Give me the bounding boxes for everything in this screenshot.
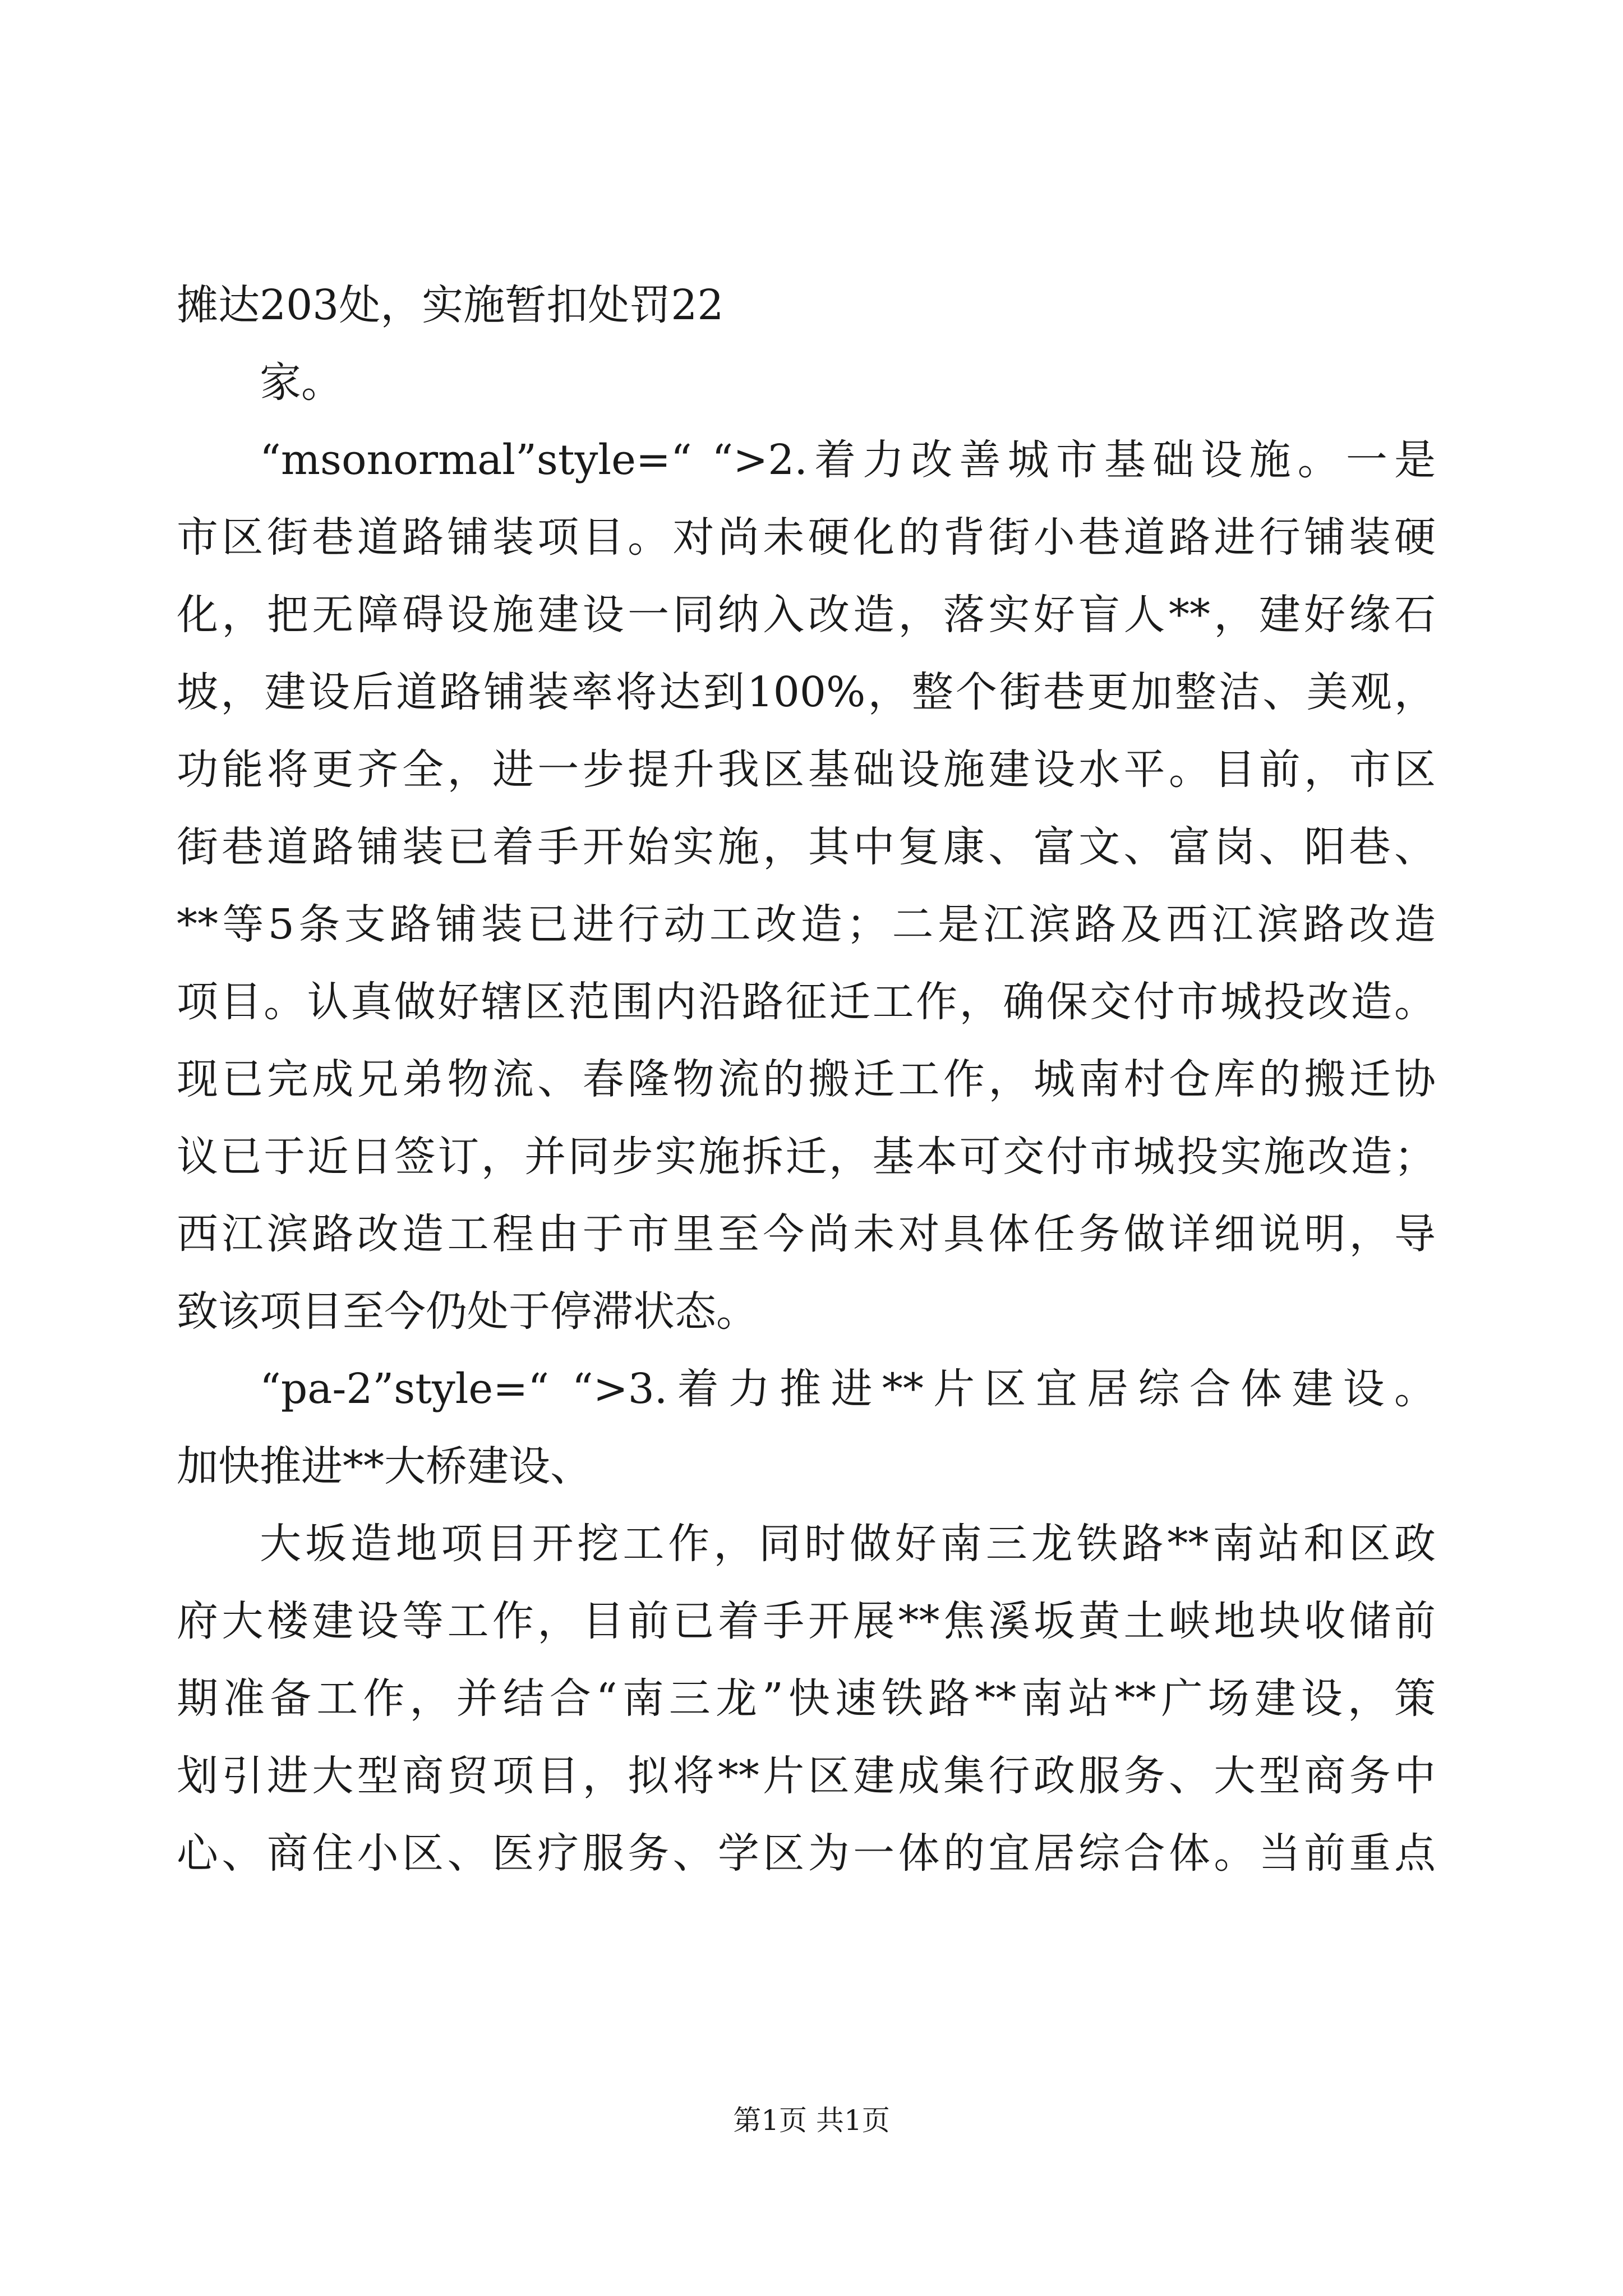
text-line-12: 议已于近日签订，并同步实施拆迁，基本可交付市城投实施改造； xyxy=(177,1133,1436,1181)
text-line-13: 西江滨路改造工程由于市里至今尚未对具体任务做详细说明，导 xyxy=(177,1210,1436,1258)
document-body xyxy=(177,266,1436,1892)
text-line-5: 化，把无障碍设施建设一同纳入改造，落实好盲人**，建好缘石 xyxy=(177,591,1436,639)
text-line-16: 加快推进**大桥建设、 xyxy=(177,1442,592,1490)
text-line-18: 府大楼建设等工作，目前已着手开展**焦溪坂黄土峡地块收储前 xyxy=(177,1597,1436,1645)
text-line-20: 划引进大型商贸项目，拟将**片区建成集行政服务、大型商务中 xyxy=(177,1752,1436,1800)
text-line-6: 坡，建设后道路铺装率将达到100%，整个街巷更加整洁、美观， xyxy=(177,668,1436,716)
text-line-19: 期准备工作，并结合“南三龙”快速铁路**南站**广场建设，策 xyxy=(177,1674,1436,1723)
text-line-8: 街巷道路铺装已着手开始实施，其中复康、富文、富岗、阳巷、 xyxy=(177,823,1436,871)
text-line-9: **等5条支路铺装已进行动工改造；二是江滨路及西江滨路改造 xyxy=(177,900,1436,949)
text-line-11: 现已完成兄弟物流、春隆物流的搬迁工作，城南村仓库的搬迁协 xyxy=(177,1055,1436,1103)
text-line-7: 功能将更齐全，进一步提升我区基础设施建设水平。目前，市区 xyxy=(177,746,1436,794)
text-line-14: 致该项目至今仍处于停滞状态。 xyxy=(177,1287,758,1336)
text-line-2: 家。 xyxy=(260,358,343,407)
text-line-4: 市区街巷道路铺装项目。对尚未硬化的背街小巷道路进行铺装硬 xyxy=(177,513,1436,562)
text-line-10: 项目。认真做好辖区范围内沿路征迁工作，确保交付市城投改造。 xyxy=(177,978,1436,1026)
text-line-15: “pa-2”style=“ “>3.着力推进**片区宜居综合体建设。 xyxy=(260,1365,1436,1413)
page-number-footer: 第1页 共1页 xyxy=(733,2104,890,2137)
text-line-3: “msonormal”style=“ “>2.着力改善城市基础设施。一是 xyxy=(260,436,1436,484)
text-line-17: 大坂造地项目开挖工作，同时做好南三龙铁路**南站和区政 xyxy=(260,1520,1436,1568)
text-line-21: 心、商住小区、医疗服务、学区为一体的宜居综合体。当前重点 xyxy=(177,1829,1436,1878)
text-line-1: 摊达203处，实施暂扣处罚22 xyxy=(177,281,724,329)
